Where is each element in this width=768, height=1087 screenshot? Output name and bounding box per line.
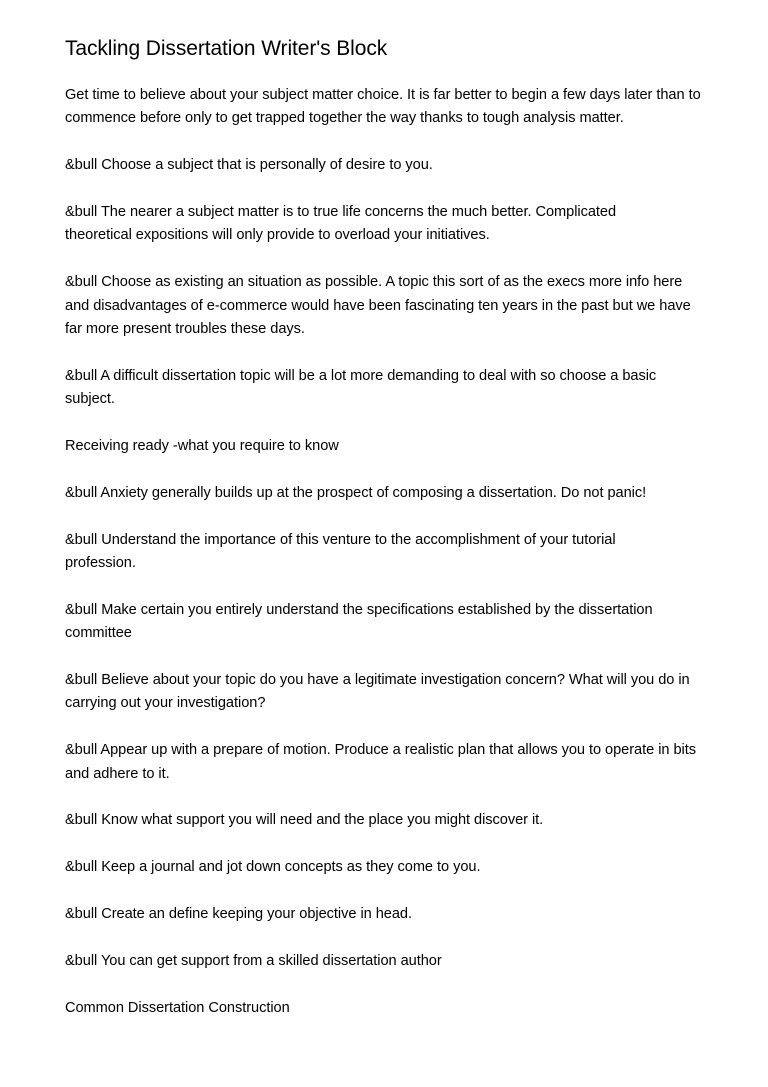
bullet-support-needed: &bull Know what support you will need and the place you might discover it. bbox=[65, 812, 544, 829]
bullet-difficult-topic: &bull A difficult dissertation topic will be a lot more demanding to deal with so choose a basic subject. bbox=[65, 367, 657, 408]
paragraph-gap bbox=[65, 926, 715, 949]
paragraph-gap bbox=[65, 833, 715, 856]
bullet-outline: &bull Create an define keeping your objective in head. bbox=[65, 906, 412, 923]
paragraph-gap bbox=[65, 248, 715, 271]
paragraph-gap bbox=[65, 505, 715, 528]
paragraph-gap bbox=[65, 716, 715, 739]
paragraph-gap bbox=[65, 178, 715, 201]
paragraph-gap bbox=[65, 786, 715, 809]
paragraph-gap bbox=[65, 412, 715, 435]
bullet-importance: &bull Understand the importance of this venture to the accomplishment of your tutorial profession. bbox=[65, 531, 616, 572]
paragraph-gap bbox=[65, 341, 715, 364]
paragraph-gap bbox=[65, 575, 715, 598]
bullet-real-life: &bull The nearer a subject matter is to true life concerns the much better. Complicated theoretical expositions will only provide to overload your initiatives. bbox=[65, 204, 617, 244]
paragraph-gap bbox=[65, 880, 715, 903]
paragraph-gap bbox=[65, 973, 715, 996]
heading-getting-ready: Receiving ready -what you require to know bbox=[65, 438, 339, 455]
document-title: Tackling Dissertation Writer's Block bbox=[65, 37, 388, 60]
bullet-anxiety: &bull Anxiety generally builds up at the prospect of composing a dissertation. Do not panic! bbox=[65, 484, 647, 501]
document-page bbox=[65, 35, 715, 1020]
bullet-plan-of-action: &bull Appear up with a prepare of motion. Produce a realistic plan that allows you to operate in bits and adhere to it. bbox=[65, 742, 696, 782]
title-gap bbox=[65, 63, 715, 84]
heading-dissertation-structure: Common Dissertation Construction bbox=[65, 999, 290, 1016]
paragraph-gap bbox=[65, 131, 715, 154]
intro-paragraph: Get time to believe about your subject matter choice. It is far better to begin a few days later than to commence before only to get trapped together the way thanks to tough analysis matter. bbox=[65, 87, 701, 127]
bullet-current-issue: &bull Choose as existing an situation as possible. A topic this sort of as the execs more info here and disadvantages of e-commerce would have been fascinating ten years in the past but we have far more present troubles these days. bbox=[65, 274, 691, 338]
bullet-choose-subject: &bull Choose a subject that is personally of desire to you. bbox=[65, 157, 433, 174]
paragraph-gap bbox=[65, 646, 715, 669]
paragraph-gap bbox=[65, 458, 715, 481]
bullet-skilled-author: &bull You can get support from a skilled dissertation author bbox=[65, 952, 442, 969]
bullet-journal: &bull Keep a journal and jot down concepts as they come to you. bbox=[65, 859, 481, 876]
bullet-specifications: &bull Make certain you entirely understand the specifications established by the dissertation committee bbox=[65, 601, 653, 642]
bullet-research-question: &bull Believe about your topic do you have a legitimate investigation concern? What will you do in carrying out your investigation? bbox=[65, 672, 690, 712]
